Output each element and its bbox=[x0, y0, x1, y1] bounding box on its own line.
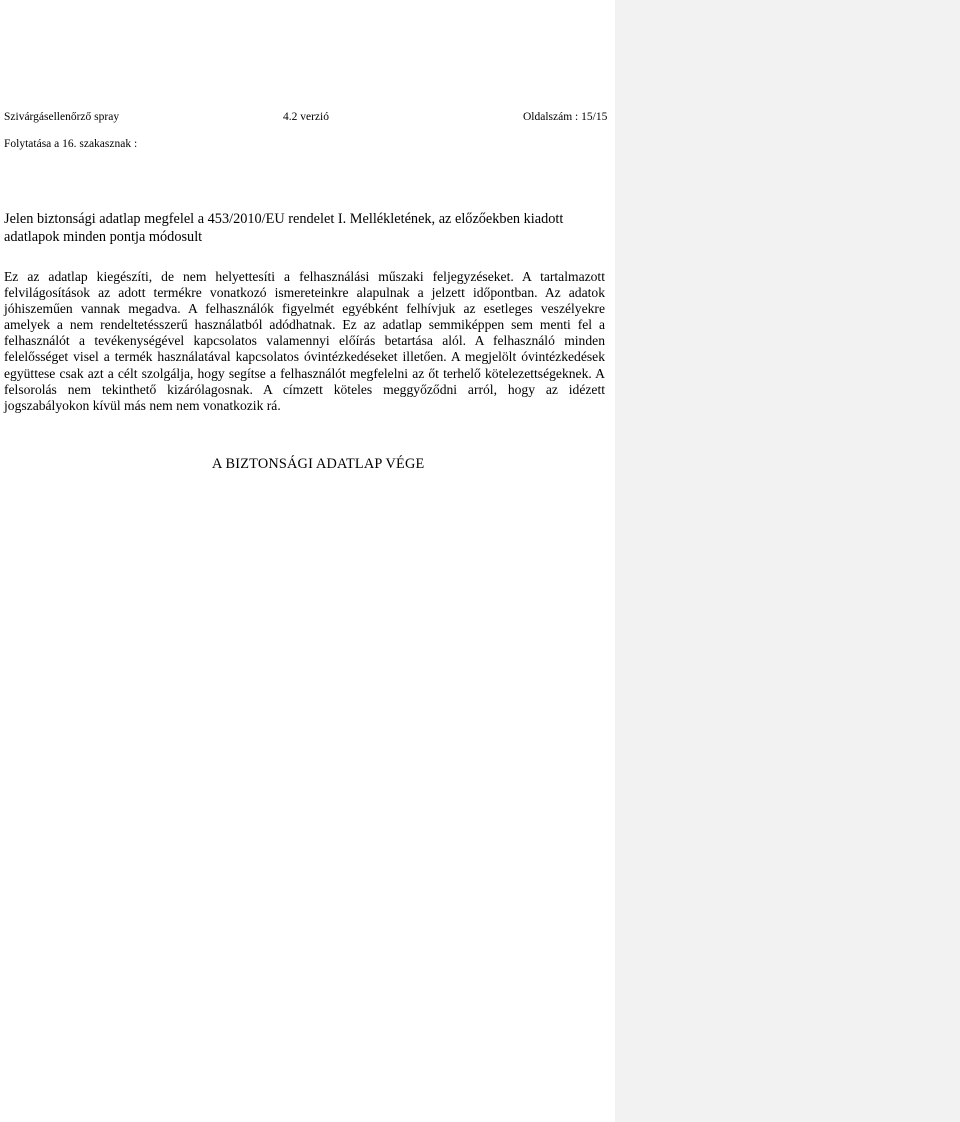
side-panel bbox=[615, 0, 960, 1122]
disclaimer-paragraph: Ez az adatlap kiegészíti, de nem helyettesíti a felhasználási műszaki feljegyzéseket. A tartalmazott felvilágosítások az adott termékre vonatkozó ismereteinkre alapulnak a jelzett időpontban. Az adatok jóhiszeműen vannak megadva. A felhasználók figyelmét egyébként felhívjuk az esetleges veszélyekre amelyek a nem rendeltetésszerű használatból adódhatnak. Ez az adatlap semmiképpen sem menti fel a felhasználót a tevékenységével kapcsolatos valamennyi előírás betartása alól. A felhasználó minden felelősséget visel a termék használatával kapcsolatos óvintézkedéseket illetően. A megjelölt óvintézkedések együttese csak azt a célt szolgálja, hogy segítse a felhasználót megfelelni az őt terhelő kötelezettségeknek. A felsorolás nem tekinthető kizárólagosnak. A címzett köteles meggyőződni arról, hogy az idézett jogszabályokon kívül más nem nem vonatkozik rá. bbox=[4, 269, 605, 413]
end-of-sheet-title: A BIZTONSÁGI ADATLAP VÉGE bbox=[212, 456, 425, 472]
continuation-note: Folytatása a 16. szakasznak : bbox=[4, 138, 138, 150]
header-page-number: Oldalszám : 15/15 bbox=[523, 111, 608, 123]
header-product-name: Szivárgásellenőrző spray bbox=[4, 111, 120, 123]
regulation-statement: Jelen biztonsági adatlap megfelel a 453/2010/EU rendelet I. Mellékletének, az előzőekben kiadott adatlapok minden pontja módosult bbox=[4, 211, 564, 245]
header-version: 4.2 verzió bbox=[283, 111, 329, 123]
